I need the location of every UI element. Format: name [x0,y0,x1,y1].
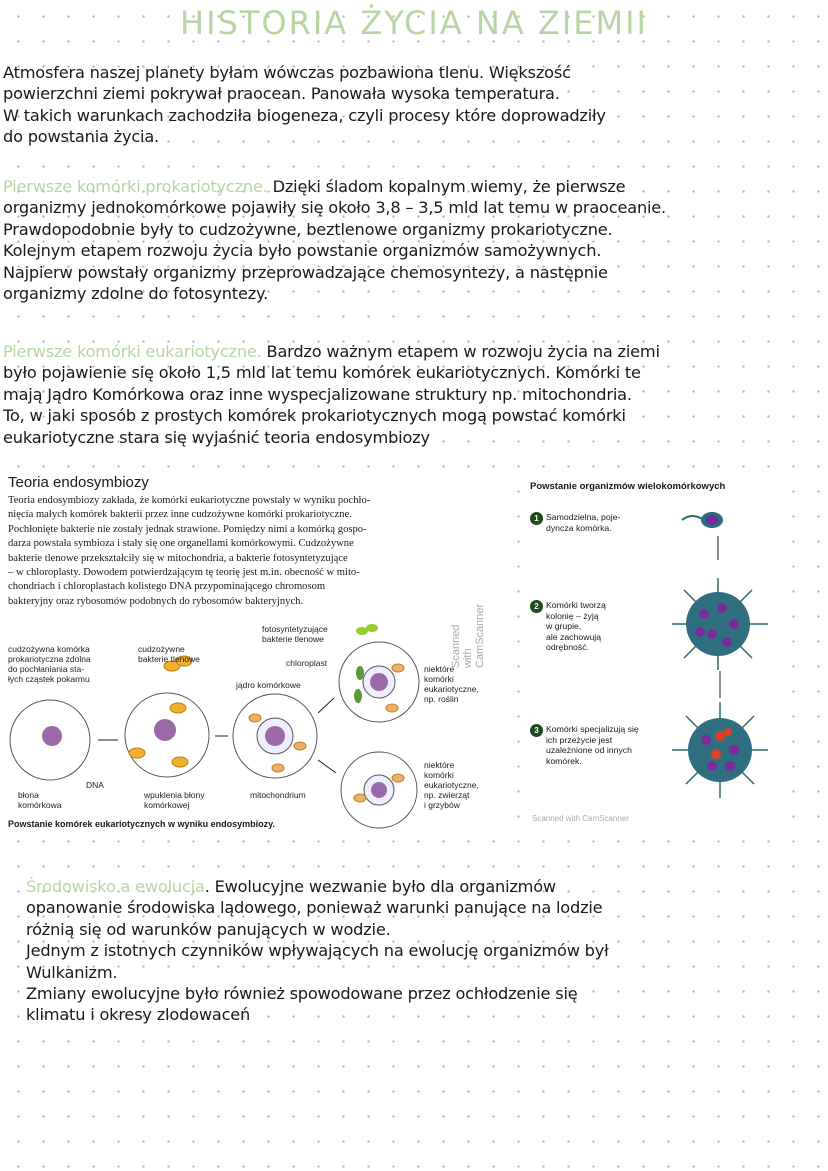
text-line: Teoria endosymbiozy zakłada, że komórki eukariotyczne powstały w wyniku pochło- [8,495,371,506]
text-line: Pochłonięte bakterie nie zostały jednak strawione. Pomiędzy nimi a komórką gospo- [8,523,367,535]
label-prokaryote: cudzożywna komórka prokariotyczna zdolna do pochłaniania sta- łych cząstek pokarmu [8,644,91,684]
text-line: Kolejnym etapem rozwoju życia było powstanie organizmów samożywnych. [3,241,602,261]
paragraph-eukaryotes [3,341,660,448]
text-line [3,341,660,362]
scanner-watermark: Scanned with CamScanner [450,603,486,668]
section-heading: Pierwsze komórki prokariotyczne. [3,177,268,196]
text-line: powierzchni ziemi pokrywał praocean. Panowała wysoka temperatura. [3,84,560,104]
text-line: Jednym z istotnych czynników wpływających na ewolucję organizmów był [26,941,609,961]
step-text: Komórki tworzą kolonię – żyją w grupie, ale zachowują odrębność. [546,600,606,652]
figure-title: Teoria endosymbiozy [8,474,149,491]
label-aerobic-bacteria: cudzożywne bakterie tlenowe [138,644,200,664]
text: . Ewolucyjne wezwanie było dla organizmów [204,877,556,896]
text: Bardzo ważnym etapem w rozwoju życia na ziemi [261,342,660,361]
step-number: 1 [530,512,543,525]
page-title: HISTORIA ŻYCIA NA ZIEMII [180,4,648,42]
scanner-watermark: Scanned with CamScanner [532,814,629,823]
text-line [26,876,609,897]
paragraph-atmosphere [3,62,606,148]
step-text: Komórki specjalizują się ich przeżycie jest uzależnione od innych komórek. [546,724,639,766]
text-line [3,176,666,197]
text-line: do powstania życia. [3,127,160,147]
endosymbiosis-figure [0,468,515,836]
figure-caption: Powstanie komórek eukariotycznych w wyniku endosymbiozy. [8,819,275,829]
colony-illustration [522,474,770,830]
text-line: eukariotyczne stara się wyjaśnić teoria endosymbiozy [3,427,430,447]
text-line: było pojawienie się około 1,5 mld lat temu komórek eukariotycznych. Komórki te [3,363,641,383]
figure-title: Powstanie organizmów wielokomórkowych [530,481,726,492]
text-line: organizmy zdolne do fotosyntezy. [3,284,269,304]
multicellular-figure [522,474,770,830]
text-line: To, w jaki sposób z prostych komórek prokariotycznych mogą powstać komórki [3,406,626,426]
text-line: organizmy jednokomórkowe pojawiły się około 3,8 – 3,5 mld lat temu w praoceanie. [3,198,667,218]
text-line: – w chloroplasty. Dowodem potwierdzającym tę teorię jest m.in. obecność w mito- [8,567,360,579]
label-chloroplast: chloroplast [286,658,328,668]
text-line: bakteryjny oraz rybosomów podobnych do rybosomów bakteryjnych. [8,595,304,607]
text-line: opanowanie środowiska lądowego, ponieważ warunki panujące na lodzie [26,898,603,918]
section-heading: Pierwsze komórki eukariotyczne. [3,342,262,361]
step-text: Samodzielna, poje- dyncza komórka. [546,512,621,533]
text-line: darza powstała symbioza i stały się one organellami komórkowymi. Cudzożywne [8,538,354,550]
label-plant-cells: niektóre komórki eukariotyczne, np. roślin [424,664,479,704]
section-heading: Środowisko a ewolucja [26,877,205,896]
text-line: Wulkanizm. [26,962,118,982]
text-line: Zmiany ewolucyjne było również spowodowane przez ochłodzenie się [26,984,578,1004]
step-number: 3 [530,724,543,737]
text: Dzięki śladom kopalnym wiemy, że pierwsze [267,177,626,196]
text-line: Prawdopodobnie były to cudzożywne, beztlenowe organizmy prokariotyczne. [3,219,613,239]
step-number: 2 [530,600,543,613]
label-photosynthetic-bacteria: fotosyntetyzujące bakterie tlenowe [262,624,328,644]
text-line: Atmosfera naszej planety byłam wówczas pozbawiona tlenu. Większość [3,63,571,82]
paragraph-environment [26,876,609,1026]
paragraph-prokaryotes [3,176,666,304]
label-mitochondrium: mitochondrium [250,790,306,800]
text-line: Najpierw powstały organizmy przeprowadzające chemosyntezy, a następnie [3,262,608,282]
text-line: mają Jądro Komórkowa oraz inne wyspecjalizowane struktury np. mitochondria. [3,384,632,404]
text-line: różnią się od warunków panujących w wodzie. [26,919,391,939]
label-nucleus: jądro komórkowe [236,680,301,690]
text-line: klimatu i okresy zlodowaceń [26,1005,251,1025]
text-line: W takich warunkach zachodziła biogeneza, czyli procesy które doprowadziły [3,105,606,125]
text-line: nięcia małych komórek bakterii przez inne cudzożywne komórki prokariotyczne. [8,509,352,521]
label-cell-membrane: błona komórkowa [18,790,62,810]
label-dna: DNA [86,780,104,790]
text-line: chondriach i chloroplastach kolistego DNA przypominającego chromosom [8,581,326,593]
text-line: bakterie tlenowe przekształciły się w mitochondria, a bakterie fotosyntetyzujące [8,552,348,564]
label-membrane-folds: wpuklenia błony komórkowej [144,790,205,810]
label-animal-cells: niektóre komórki eukariotyczne, np. zwierząt i grzybów [424,760,479,810]
